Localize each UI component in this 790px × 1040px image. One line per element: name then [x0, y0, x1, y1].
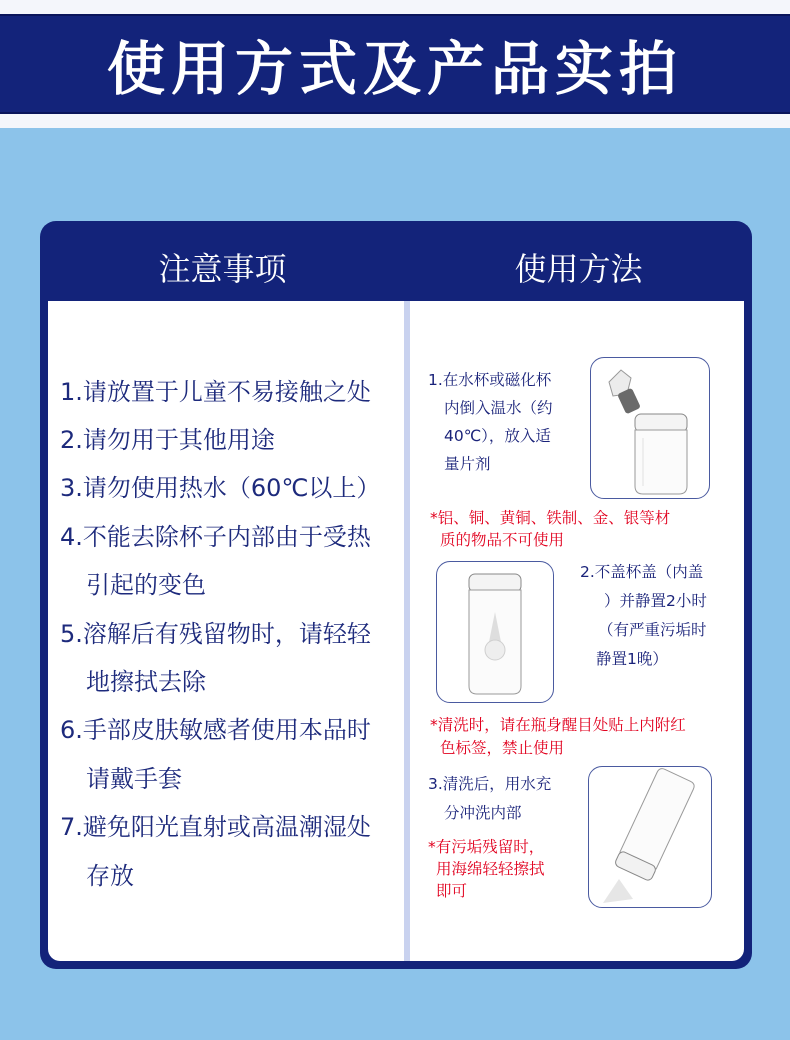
note-item-5-cont: 地擦拭去除 [86, 668, 206, 696]
step1-line-2: 内倒入温水（约 [444, 399, 553, 417]
step3-line-1: 3.清洗后，用水充 [428, 775, 552, 793]
note-item-3: 3.请勿使用热水（60℃以上） [60, 474, 381, 502]
note-item-6-cont: 请戴手套 [86, 765, 182, 793]
note-item-2: 2.请勿用于其他用途 [60, 426, 275, 454]
note-item-7: 7.避免阳光直射或高温潮湿处 [60, 813, 371, 841]
note-item-4: 4.不能去除杯子内部由于受热 [60, 523, 371, 551]
rinsing-bottle-illustration [589, 767, 710, 906]
info-card [40, 221, 752, 969]
step3-photo [588, 766, 712, 908]
step2-line-3: （有严重污垢时 [598, 621, 707, 639]
step2-line-1: 2.不盖杯盖（内盖 [580, 563, 704, 581]
step1-line-4: 量片剂 [444, 455, 491, 473]
step3-warning-line-3: 即可 [436, 882, 468, 900]
step2-warning-line-2: 色标签，禁止使用 [440, 739, 565, 757]
step2-warning-line-1: *清洗时，请在瓶身醒目处贴上内附红 [430, 716, 686, 734]
step1-photo [590, 357, 710, 499]
title-banner [0, 14, 790, 114]
note-item-7-cont: 存放 [86, 862, 134, 890]
step2-line-4: 静置1晚） [596, 650, 668, 668]
pouring-tablet-illustration [591, 358, 708, 497]
step1-warning-line-1: *铝、铜、黄铜、铁制、金、银等材 [430, 509, 671, 527]
page-title: 使用方式及产品实拍 [106, 35, 683, 103]
step2-line-2: ）并静置2小时 [604, 592, 707, 610]
step2-photo [436, 561, 554, 703]
note-item-1: 1.请放置于儿童不易接触之处 [60, 378, 371, 406]
soaking-bottle-illustration [437, 562, 552, 701]
note-item-5: 5.溶解后有残留物时，请轻轻 [60, 620, 371, 648]
note-item-6: 6.手部皮肤敏感者使用本品时 [60, 716, 371, 744]
usage-heading: 使用方法 [514, 250, 643, 288]
notes-heading: 注意事项 [158, 250, 287, 288]
step1-line-1: 1.在水杯或磁化杯 [428, 371, 552, 389]
usage-panel [410, 301, 744, 961]
step1-warning-line-2: 质的物品不可使用 [440, 531, 565, 549]
step3-line-2: 分冲洗内部 [444, 804, 522, 822]
notes-panel [48, 301, 404, 961]
note-item-4-cont: 引起的变色 [86, 571, 206, 599]
step3-warning-line-2: 用海绵轻轻擦拭 [436, 860, 545, 878]
step1-line-3: 40℃），放入适 [444, 427, 551, 445]
step3-warning-line-1: *有污垢残留时， [428, 838, 545, 856]
